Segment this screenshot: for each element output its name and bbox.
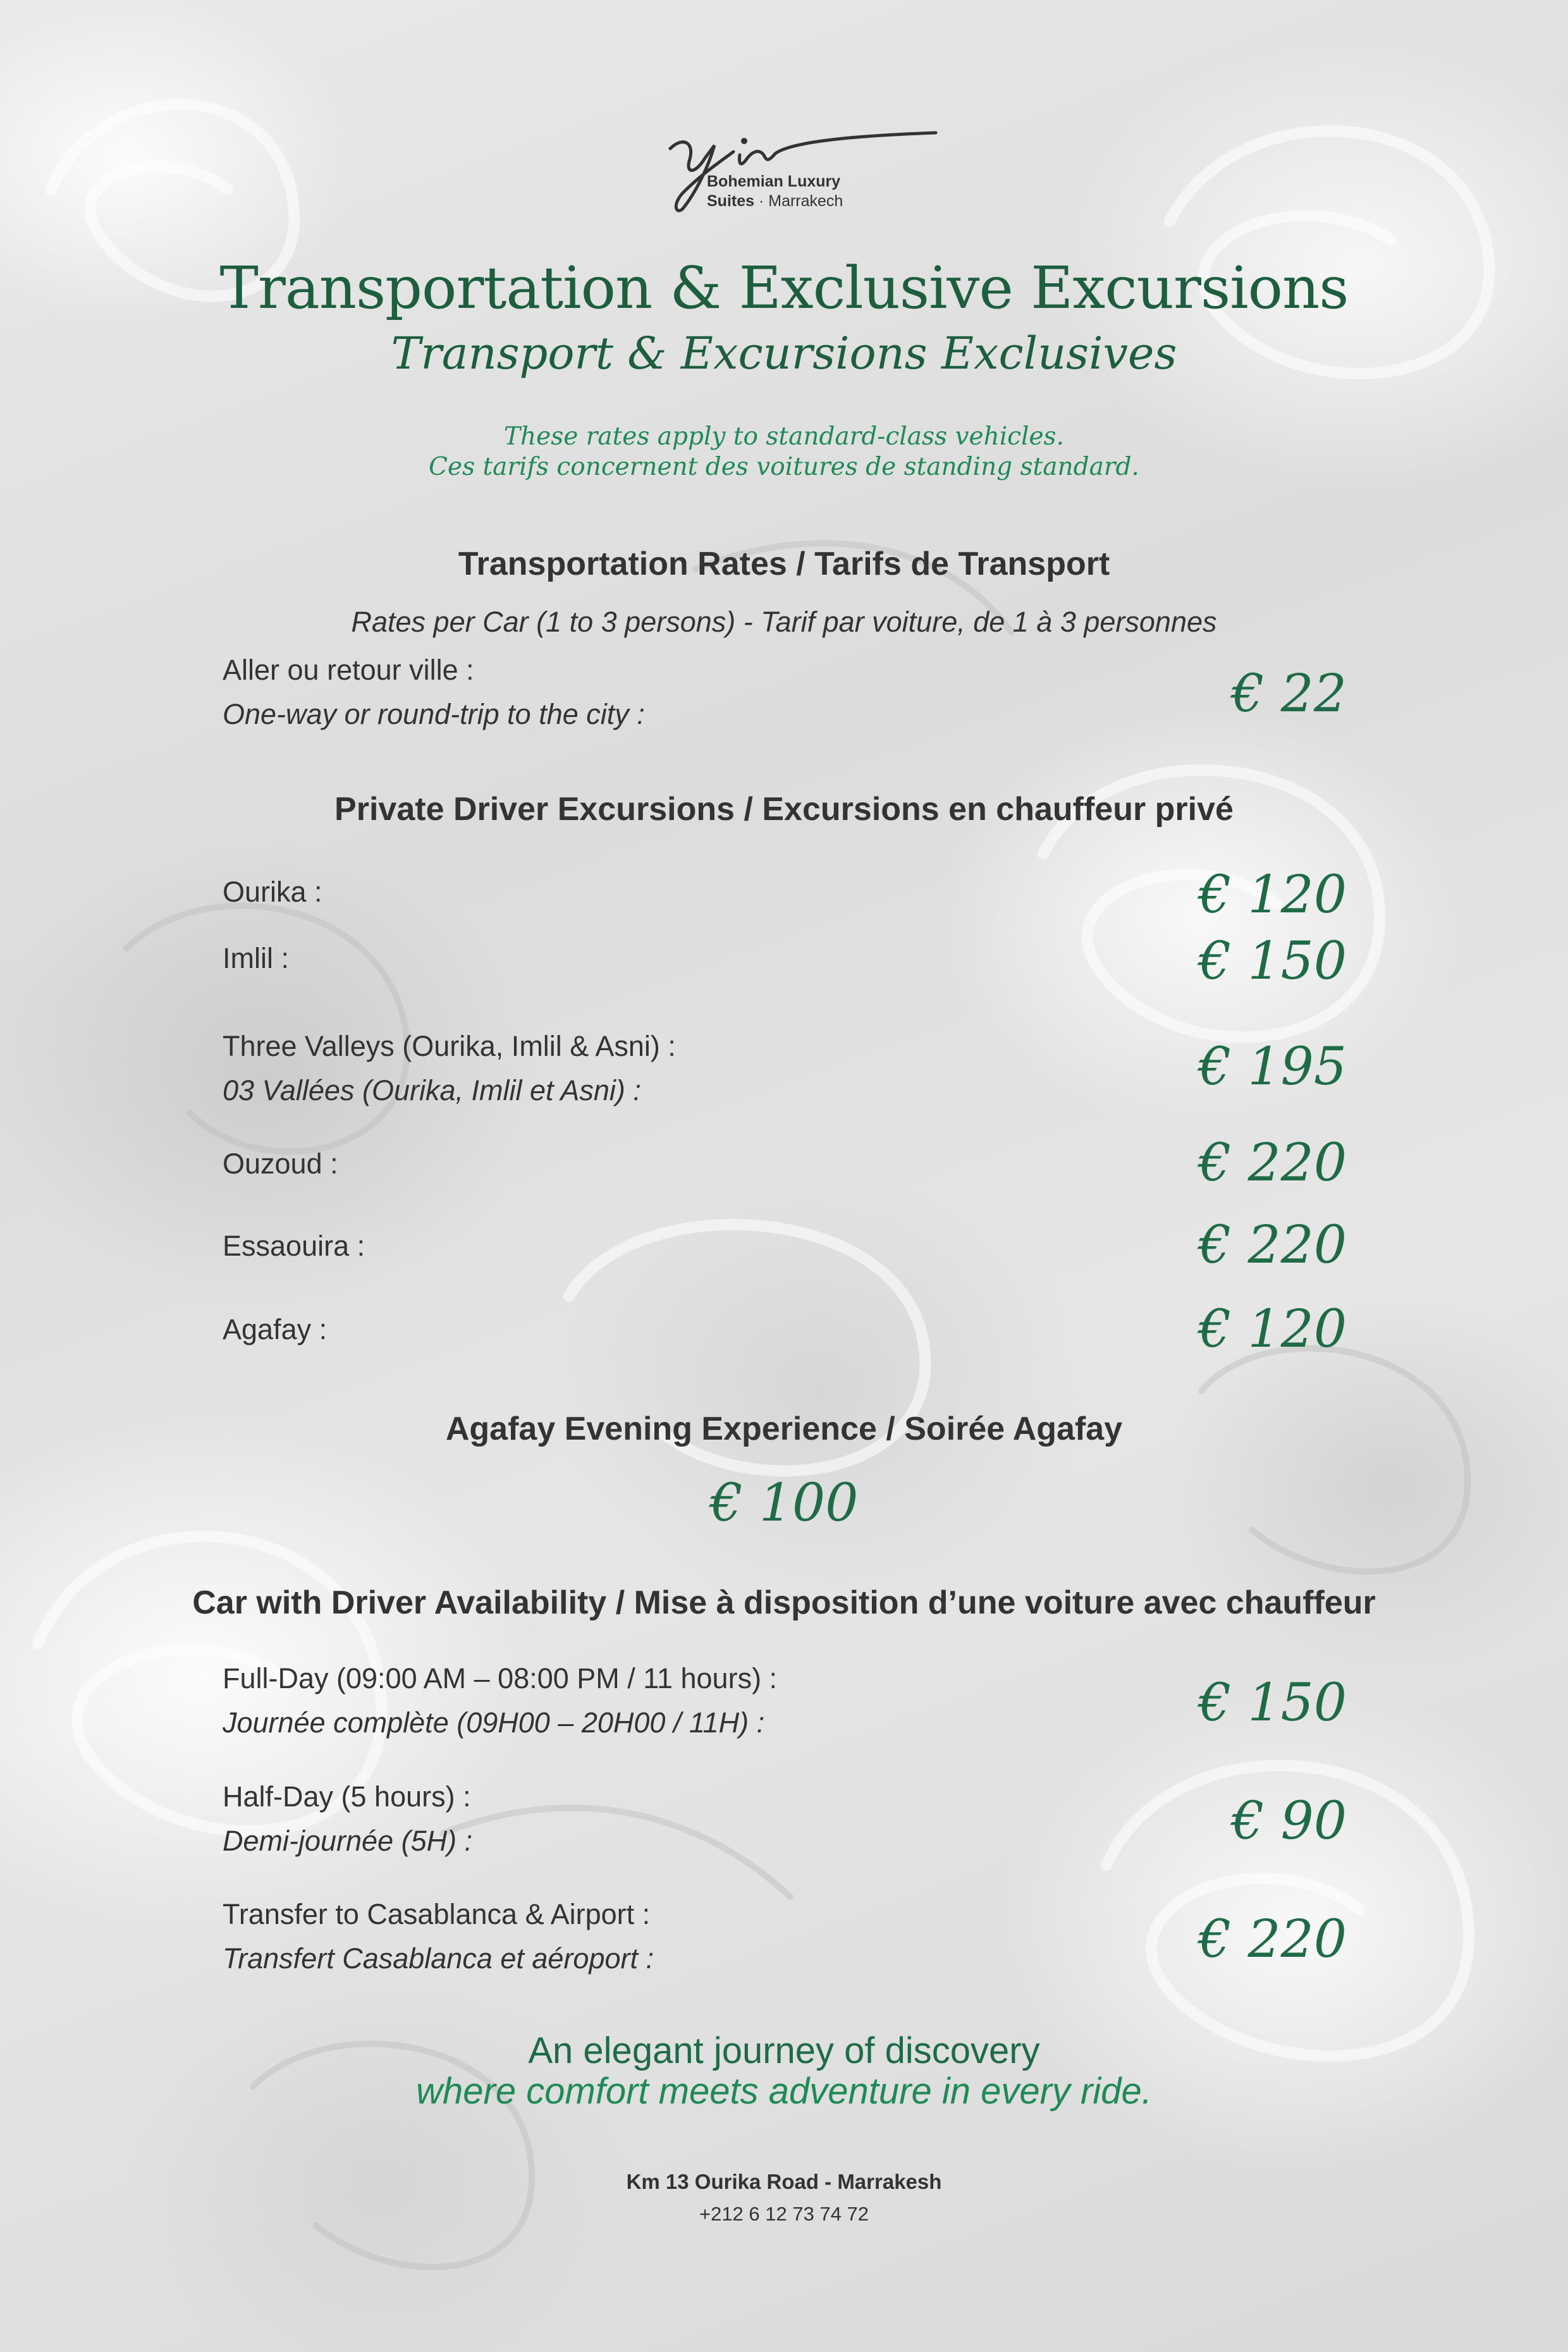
footer-address: Km 13 Ourika Road - Marrakesh <box>626 2170 942 2193</box>
availability-label-group <box>223 1775 472 1863</box>
excursion-label-fr: 03 Vallées (Ourika, Imlil et Asni) : <box>223 1074 641 1106</box>
evening-heading: Agafay Evening Experience / Soirée Agafay <box>445 1411 1123 1447</box>
brand-suites: Suites <box>707 192 755 210</box>
excursion-price: € 220 <box>1198 1133 1347 1193</box>
transport-item <box>223 648 645 737</box>
excursion-price: € 120 <box>1198 865 1347 925</box>
rates-note-en: These rates apply to standard-class vehicles. <box>504 422 1064 451</box>
availability-label-fr: Journée complète (09H00 – 20H00 / 11H) : <box>223 1706 765 1739</box>
excursion-label-group <box>223 1024 676 1113</box>
excursion-price: € 220 <box>1198 1215 1347 1275</box>
excursion-price: € 150 <box>1198 931 1347 991</box>
excursions-heading: Private Driver Excursions / Excursions en chauffeur privé <box>334 791 1234 828</box>
footer-phone[interactable]: +212 6 12 73 74 72 <box>699 2203 869 2225</box>
brand-city: · Marrakech <box>754 192 843 210</box>
excursion-label: Ouzoud : <box>223 1148 338 1180</box>
transport-label-fr: Aller ou retour ville : <box>223 654 474 686</box>
excursion-price: € 195 <box>1198 1037 1347 1097</box>
availability-label-fr: Transfert Casablanca et aéroport : <box>223 1942 654 1975</box>
rates-note-fr: Ces tarifs concernent des voitures de standing standard. <box>429 453 1139 481</box>
availability-price: € 150 <box>1198 1673 1347 1733</box>
availability-label: Half-Day (5 hours) : <box>223 1780 471 1813</box>
excursion-label: Three Valleys (Ourika, Imlil & Asni) : <box>223 1030 676 1062</box>
page-subtitle-fr: Transport & Excursions Exclusives <box>391 328 1177 379</box>
tagline-line1: An elegant journey of discovery <box>528 2030 1040 2071</box>
excursion-label: Imlil : <box>223 942 289 974</box>
availability-label-group <box>223 1892 654 1981</box>
excursion-label: Ourika : <box>223 876 322 908</box>
availability-price: € 90 <box>1231 1791 1347 1851</box>
transport-subheading: Rates per Car (1 to 3 persons) - Tarif par voiture, de 1 à 3 personnes <box>351 606 1217 638</box>
availability-label: Transfer to Casablanca & Airport : <box>223 1898 651 1930</box>
brand-name <box>707 172 843 211</box>
availability-heading: Car with Driver Availability / Mise à disposition d’une voiture avec chauffeur <box>192 1584 1376 1621</box>
transport-label-en: One-way or round-trip to the city : <box>223 698 645 730</box>
tagline-line2: where comfort meets adventure in every ride. <box>416 2071 1152 2112</box>
brand-line1: Bohemian Luxury <box>707 173 841 190</box>
page-title: Transportation & Exclusive Excursions <box>219 254 1349 322</box>
excursion-price: € 120 <box>1198 1299 1347 1359</box>
availability-price: € 220 <box>1198 1909 1347 1969</box>
availability-label-fr: Demi-journée (5H) : <box>223 1825 473 1857</box>
evening-price: € 100 <box>709 1473 859 1533</box>
transport-price: € 22 <box>1231 664 1347 724</box>
availability-label: Full-Day (09:00 AM – 08:00 PM / 11 hours) : <box>223 1662 778 1694</box>
availability-label-group <box>223 1657 777 1745</box>
excursion-label: Essaouira : <box>223 1230 365 1262</box>
transport-heading: Transportation Rates / Tarifs de Transport <box>458 546 1110 582</box>
excursion-label: Agafay : <box>223 1313 328 1345</box>
